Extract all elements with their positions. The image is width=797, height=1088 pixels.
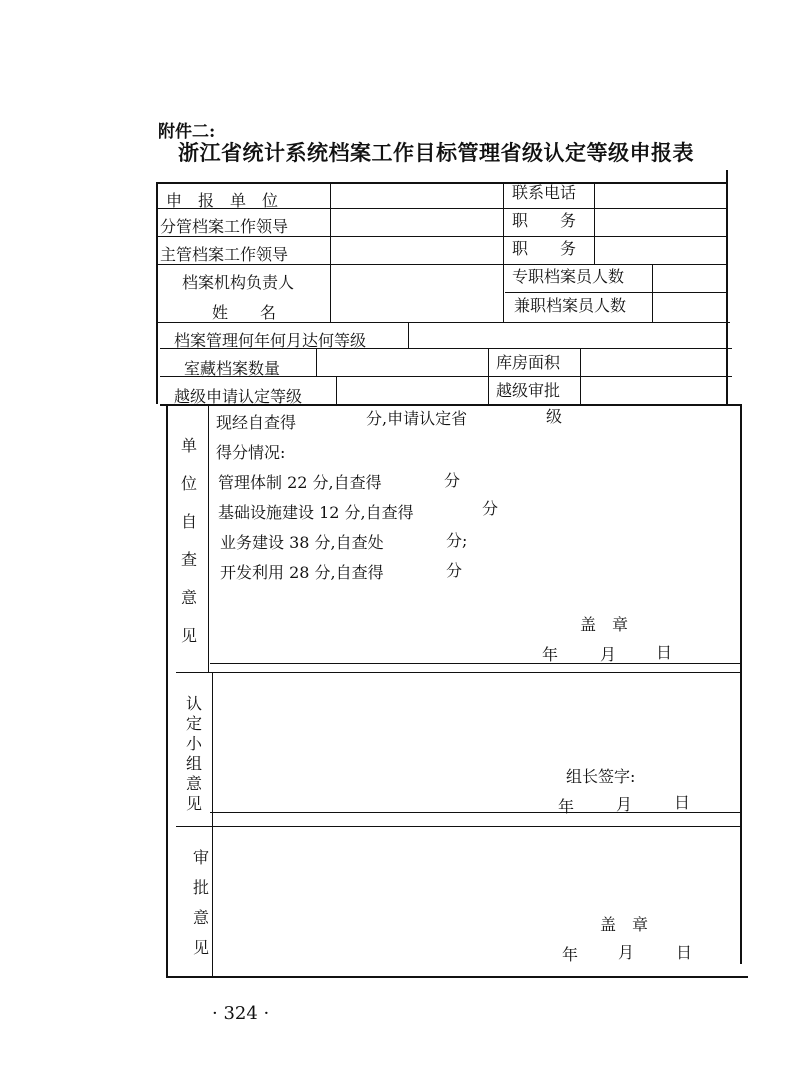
managing-leader-field[interactable] bbox=[332, 238, 502, 263]
skip-level-approval-field[interactable] bbox=[582, 378, 730, 403]
management-system-score: 管理体制 22 分,自查得 bbox=[218, 473, 382, 492]
group-date-month: 月 bbox=[616, 795, 633, 814]
position-field-1[interactable] bbox=[596, 210, 725, 235]
managing-leader-label: 主管档案工作领导 bbox=[160, 245, 289, 264]
apply-grade-text: 分,申请认定省 bbox=[366, 409, 468, 428]
grade-history-field[interactable] bbox=[410, 324, 728, 347]
position-label-2: 职 务 bbox=[512, 239, 577, 258]
page-number: · 324 · bbox=[212, 1003, 270, 1024]
infrastructure-score: 基础设施建设 12 分,自查得 bbox=[218, 503, 414, 522]
storage-area-field[interactable] bbox=[582, 350, 730, 375]
form-title: 浙江省统计系统档案工作目标管理省级认定等级申报表 bbox=[178, 140, 694, 165]
group-leader-signature-label: 组长签字: bbox=[566, 767, 636, 786]
attachment-label: 附件二: bbox=[158, 122, 216, 142]
phone-label: 联系电话 bbox=[512, 183, 577, 202]
archive-head-name-label: 姓 名 bbox=[212, 303, 277, 322]
skip-level-apply-label: 越级申请认定等级 bbox=[174, 387, 303, 406]
self-score-text: 现经自查得 bbox=[216, 413, 297, 432]
approval-date-year: 年 bbox=[562, 945, 579, 964]
fulltime-archivist-label: 专职档案员人数 bbox=[512, 267, 625, 286]
archive-head-field[interactable] bbox=[332, 266, 502, 321]
seal-label: 盖 章 bbox=[580, 615, 629, 634]
fulltime-archivist-field[interactable] bbox=[654, 266, 725, 291]
skip-level-apply-field[interactable] bbox=[338, 378, 487, 403]
group-opinion-area[interactable] bbox=[214, 674, 740, 824]
phone-field[interactable] bbox=[596, 184, 725, 207]
archive-head-label: 档案机构负责人 bbox=[182, 273, 295, 292]
business-construction-score: 业务建设 38 分,自查处 bbox=[220, 533, 384, 552]
approval-seal-label: 盖 章 bbox=[600, 915, 649, 934]
approval-area[interactable] bbox=[214, 828, 740, 974]
group-date-year: 年 bbox=[558, 797, 575, 816]
score-details-heading: 得分情况: bbox=[216, 443, 286, 462]
date-year: 年 bbox=[542, 645, 559, 664]
parttime-archivist-label: 兼职档案员人数 bbox=[514, 296, 627, 315]
archive-holdings-label: 室藏档案数量 bbox=[184, 359, 281, 378]
approval-date-month: 月 bbox=[618, 943, 635, 962]
archive-holdings-field[interactable] bbox=[318, 350, 487, 375]
development-use-score: 开发利用 28 分,自查得 bbox=[220, 563, 384, 582]
supervising-leader-label: 分管档案工作领导 bbox=[160, 217, 289, 236]
date-day: 日 bbox=[656, 643, 673, 662]
supervising-leader-field[interactable] bbox=[332, 210, 502, 235]
date-month: 月 bbox=[600, 645, 617, 664]
position-field-2[interactable] bbox=[596, 238, 725, 263]
skip-level-approval-label: 越级审批 bbox=[496, 381, 561, 400]
storage-area-label: 库房面积 bbox=[496, 353, 561, 372]
grade-suffix: 级 bbox=[546, 407, 563, 426]
group-date-day: 日 bbox=[674, 793, 691, 812]
approval-date-day: 日 bbox=[676, 943, 693, 962]
position-label-1: 职 务 bbox=[512, 211, 577, 230]
unit-field[interactable] bbox=[332, 184, 502, 207]
parttime-archivist-field[interactable] bbox=[654, 294, 725, 321]
grade-history-label: 档案管理何年何月达何等级 bbox=[174, 331, 367, 350]
unit-label: 申 报 单 位 bbox=[166, 191, 279, 210]
